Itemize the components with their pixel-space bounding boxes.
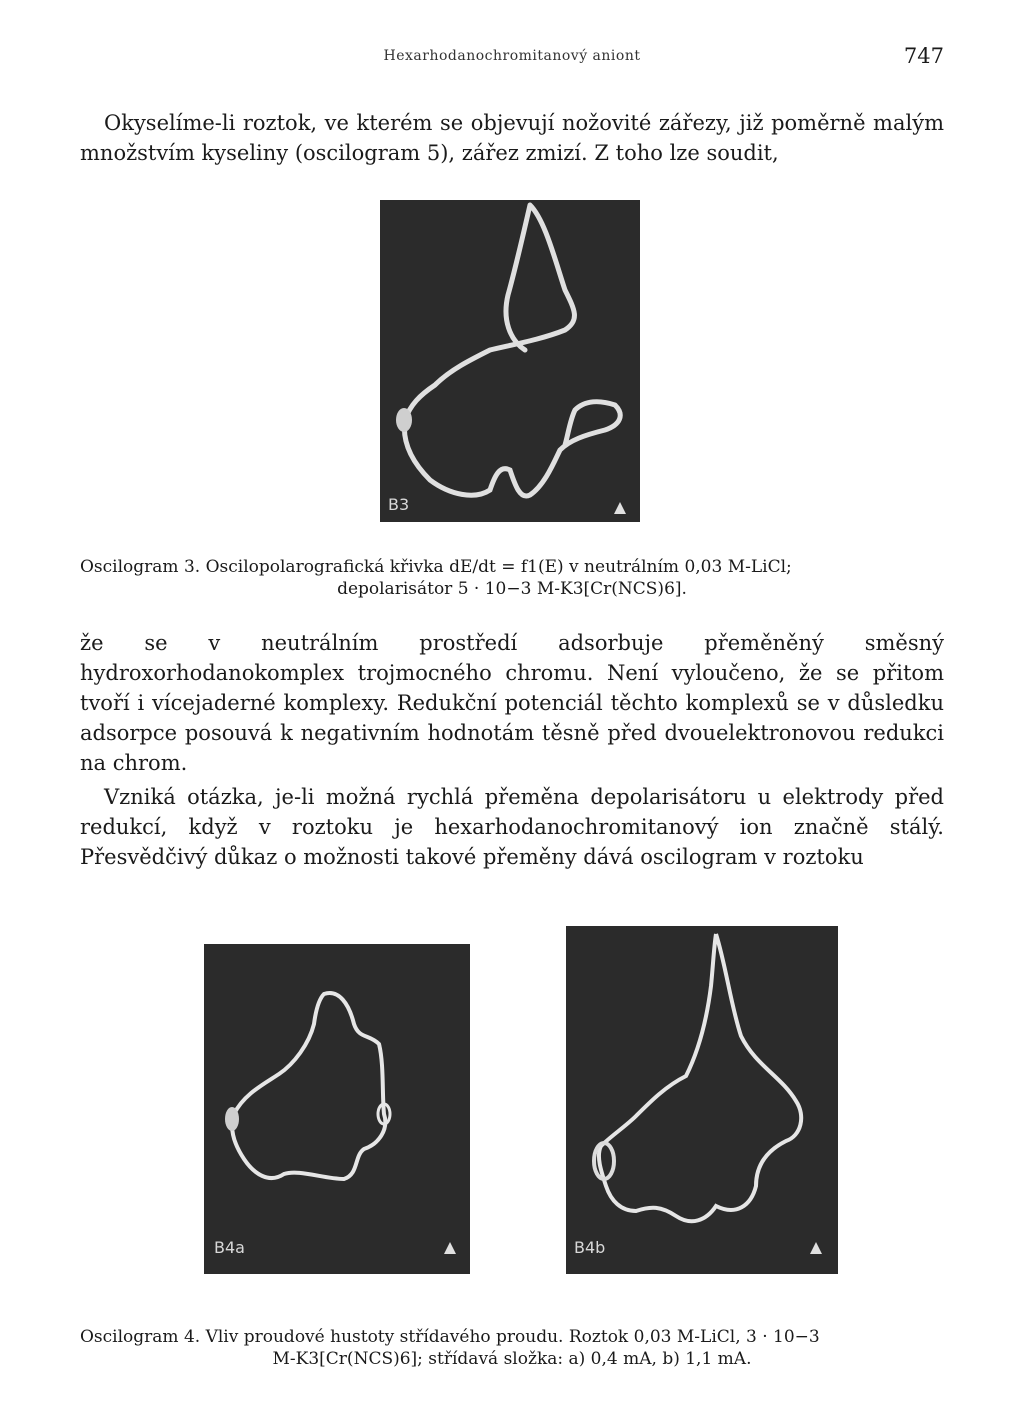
caption-4-line-2: M-K3[Cr(NCS)6]; střídavá složka: a) 0,4 mA, b) 1,1 mA.: [272, 1349, 752, 1369]
running-title: Hexarhodanochromitanový aniont: [383, 48, 641, 64]
caption-3-line-2: depolarisátor 5 · 10−3 M-K3[Cr(NCS)6].: [337, 579, 687, 599]
oscillogram-4b-trace: [566, 926, 838, 1274]
caption-4-line-1: Oscilogram 4. Vliv proudové hustoty střídavého proudu. Roztok 0,03 M-LiCl, 3 · 10−3: [80, 1327, 820, 1347]
polarogram-curve: [404, 205, 620, 496]
triangle-marker-icon: [444, 1242, 456, 1254]
oscillogram-3-label: B3: [388, 495, 410, 514]
triangle-marker-icon: [614, 502, 626, 514]
oscillogram-4a-label: B4a: [214, 1238, 245, 1257]
curve-bright-spot: [396, 408, 412, 432]
oscillogram-3-photo: [380, 200, 640, 522]
triangle-marker-icon: [810, 1242, 822, 1254]
oscillogram-4a-photo: [204, 944, 470, 1274]
polarogram-curve: [232, 993, 385, 1179]
oscillogram-4b-label: B4b: [574, 1238, 606, 1257]
paragraph-1: Okyselíme-li roztok, ve kterém se objevují nožovité zářezy, již poměrně malým množstvím kyseliny (oscilogram 5), zářez zmizí. Z toho lze soudit,: [80, 111, 944, 165]
page-number: 747: [903, 44, 944, 68]
caption-oscillogram-4: [80, 1326, 944, 1370]
curve-bright-spot: [225, 1107, 239, 1131]
paragraph-3: Vzniká otázka, je-li možná rychlá přeměna depolarisátoru u elektrody před redukcí, když v roztoku je hexarhodanochromitanový ion značně stálý. Přesvědčivý důkaz o možnosti takové přeměny dává oscilogram v roztoku: [80, 785, 944, 869]
polarogram-curve: [599, 934, 801, 1221]
caption-oscillogram-3: [80, 556, 944, 600]
oscillogram-4a-trace: [204, 944, 470, 1274]
oscillogram-3-trace: [380, 200, 640, 522]
oscillogram-4b-photo: [566, 926, 838, 1274]
caption-3-line-1: Oscilogram 3. Oscilopolarografická křivka dE/dt = f1(E) v neutrálním 0,03 M-LiCl;: [80, 557, 792, 577]
paragraph-2: že se v neutrálním prostředí adsorbuje přeměněný směsný hydroxorhodanokomplex trojmocného chromu. Není vyloučeno, že se přitom tvoří i vícejaderné komplexy. Redukční potenciál těchto komplexů se v důsledku adsorpce posouvá k negativním hodnotám těsně před dvouelektronovou redukci na chrom.: [80, 631, 944, 775]
